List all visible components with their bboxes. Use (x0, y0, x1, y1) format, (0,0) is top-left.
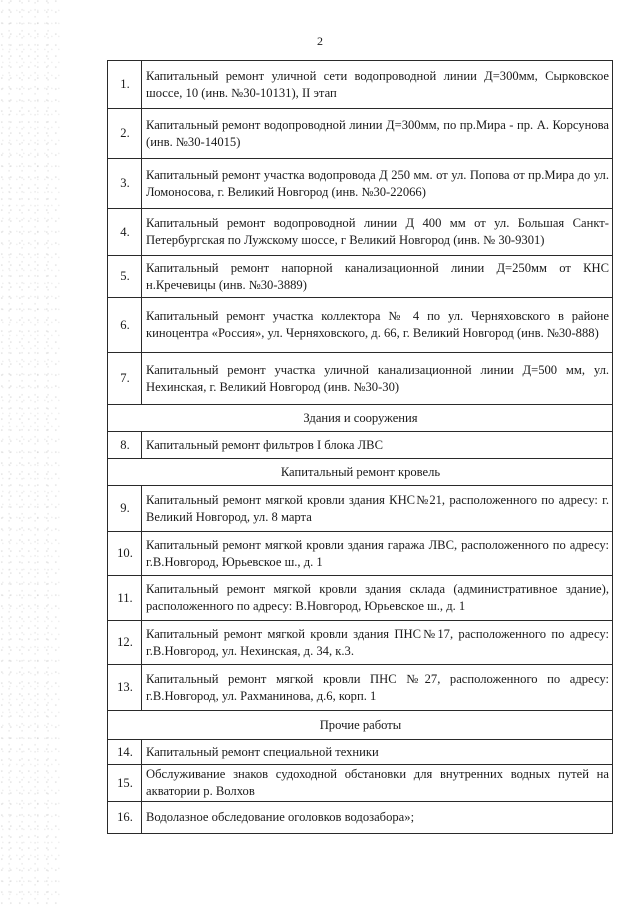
table-row (108, 740, 613, 765)
work-description: Капитальный ремонт фильтров I блока ЛВС (142, 432, 613, 459)
row-number: 10. (108, 532, 142, 576)
section-heading: Здания и сооружения (108, 405, 613, 432)
table-row (108, 298, 613, 353)
section-row (108, 711, 613, 740)
row-number: 14. (108, 740, 142, 765)
work-description: Капитальный ремонт уличной сети водопроводной линии Д=300мм, Сырковское шоссе, 10 (инв. №30-10131), II этап (142, 61, 613, 109)
row-number: 7. (108, 353, 142, 405)
work-description: Капитальный ремонт мягкой кровли ПНС №27, расположенного по адресу: г.В.Новгород, ул. Рахманинова, д.6, корп. 1 (142, 665, 613, 711)
works-table-body (108, 61, 613, 834)
row-number: 11. (108, 576, 142, 621)
table-row (108, 576, 613, 621)
work-description: Обслуживание знаков судоходной обстановки для внутренних водных путей на акватории р. Волхов (142, 765, 613, 802)
table-row (108, 159, 613, 209)
work-description: Капитальный ремонт участка водопровода Д 250 мм. от ул. Попова от пр.Мира до ул. Ломоносова, г. Великий Новгород (инв. №30-22066) (142, 159, 613, 209)
table-row (108, 353, 613, 405)
row-number: 12. (108, 621, 142, 665)
row-number: 13. (108, 665, 142, 711)
row-number: 5. (108, 256, 142, 298)
table-row (108, 532, 613, 576)
table-row (108, 665, 613, 711)
work-description: Капитальный ремонт мягкой кровли здания гаража ЛВС, расположенного по адресу: г.В.Новгород, Юрьевское ш., д. 1 (142, 532, 613, 576)
table-row (108, 486, 613, 532)
table-row (108, 802, 613, 834)
work-description: Капитальный ремонт специальной техники (142, 740, 613, 765)
scan-noise (0, 0, 60, 905)
work-description: Капитальный ремонт водопроводной линии Д=300мм, по пр.Мира - пр. А. Корсунова (инв. №30-14015) (142, 109, 613, 159)
table-row (108, 209, 613, 256)
table-row (108, 621, 613, 665)
row-number: 3. (108, 159, 142, 209)
row-number: 6. (108, 298, 142, 353)
table-row (108, 432, 613, 459)
row-number: 4. (108, 209, 142, 256)
work-description: Водолазное обследование оголовков водозабора»; (142, 802, 613, 834)
table-row (108, 765, 613, 802)
work-description: Капитальный ремонт мягкой кровли здания склада (административное здание), расположенного по адресу: В.Новгород, Юрьевское ш., д. 1 (142, 576, 613, 621)
section-heading: Капитальный ремонт кровель (108, 459, 613, 486)
table-row (108, 61, 613, 109)
work-description: Капитальный ремонт водопроводной линии Д 400 мм от ул. Большая Санкт-Петербургская по Лужскому шоссе, г Великий Новгород (инв. № 30-9301) (142, 209, 613, 256)
work-description: Капитальный ремонт участка коллектора № 4 по ул. Черняховского в районе киноцентра «Россия», ул. Черняховского, д. 66, г. Великий Новгород (инв. №30-888) (142, 298, 613, 353)
row-number: 1. (108, 61, 142, 109)
work-description: Капитальный ремонт напорной канализационной линии Д=250мм от КНС н.Кречевицы (инв. №30-3889) (142, 256, 613, 298)
table-row (108, 256, 613, 298)
page-number: 2 (317, 34, 323, 48)
work-description: Капитальный ремонт мягкой кровли здания ПНС№17, расположенного по адресу: г.В.Новгород, ул. Нехинская, д. 34, к.3. (142, 621, 613, 665)
row-number: 9. (108, 486, 142, 532)
table-row (108, 109, 613, 159)
work-description: Капитальный ремонт мягкой кровли здания КНС№21, расположенного по адресу: г. Великий Новгород, ул. 8 марта (142, 486, 613, 532)
work-description: Капитальный ремонт участка уличной канализационной линии Д=500 мм, ул. Нехинская, г. Великий Новгород (инв. №30-30) (142, 353, 613, 405)
section-heading: Прочие работы (108, 711, 613, 740)
row-number: 15. (108, 765, 142, 802)
section-row (108, 459, 613, 486)
works-table (107, 60, 613, 834)
row-number: 16. (108, 802, 142, 834)
row-number: 8. (108, 432, 142, 459)
section-row (108, 405, 613, 432)
row-number: 2. (108, 109, 142, 159)
